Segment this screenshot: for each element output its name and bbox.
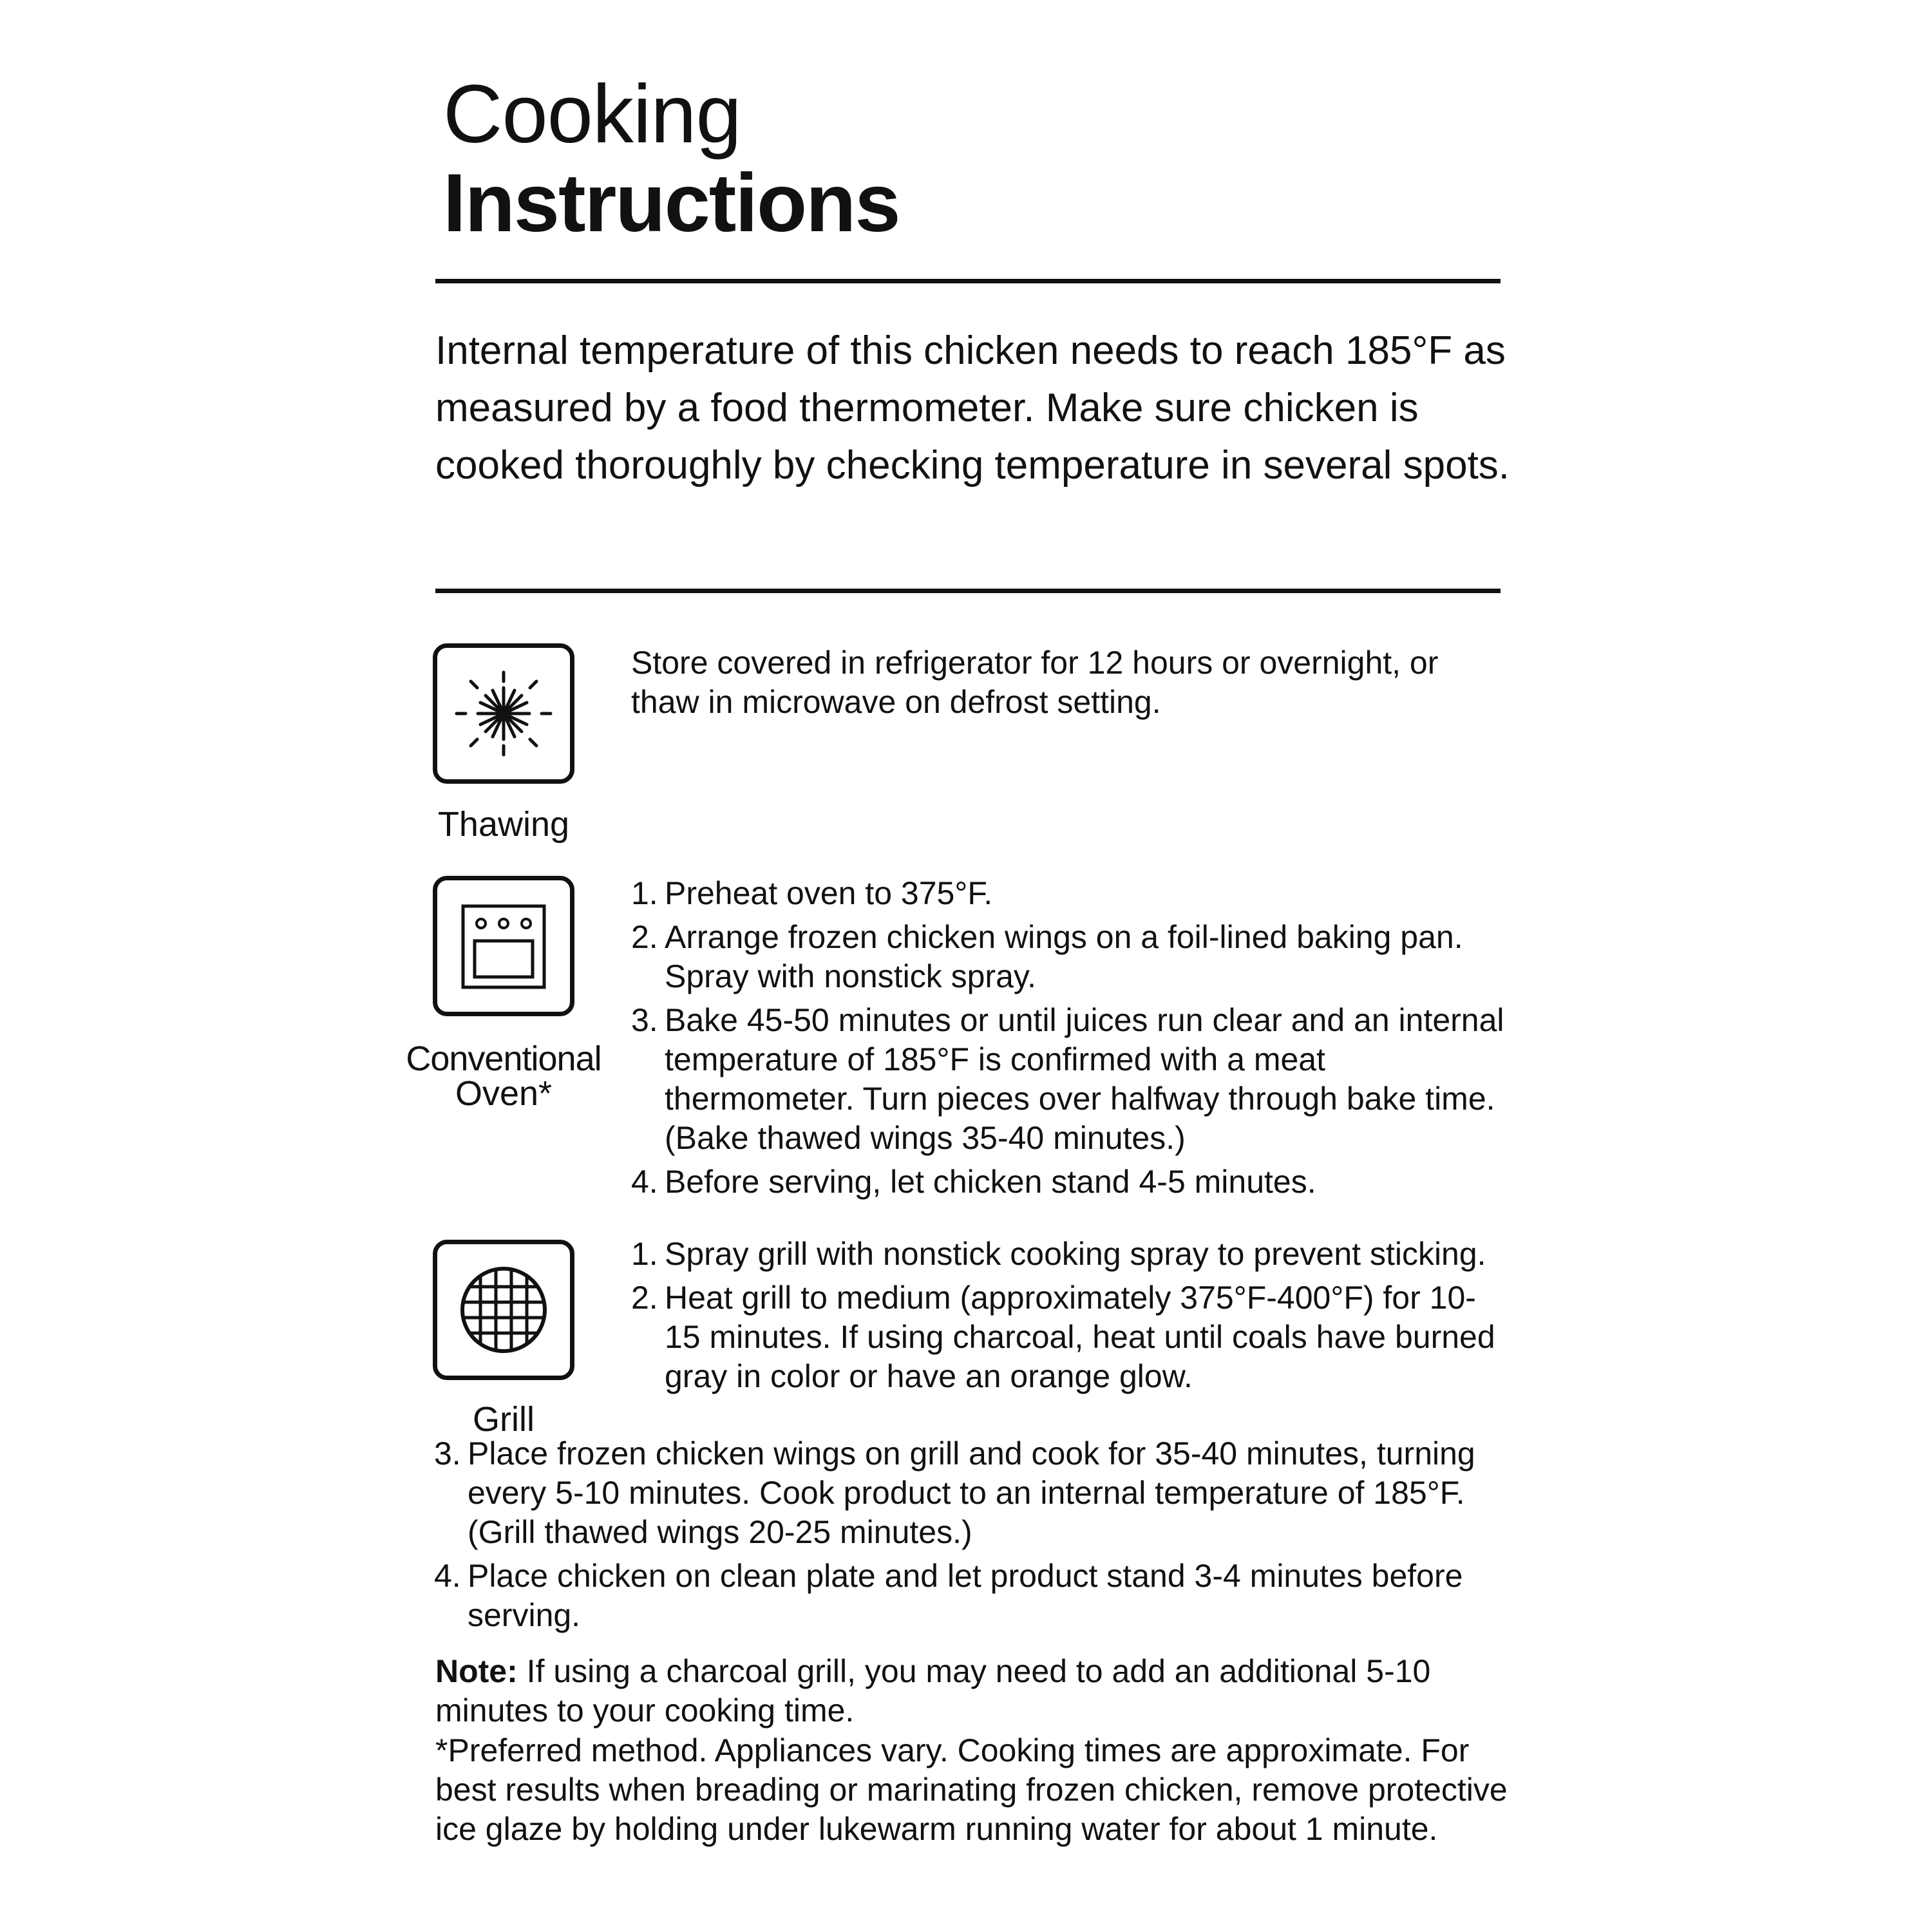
title-line-1: Cooking: [443, 68, 741, 160]
thawing-instructions: Store covered in refrigerator for 12 hours or overnight, or thaw in microwave on defrost setting.: [631, 645, 1439, 720]
step-number: 4.: [434, 1558, 461, 1594]
oven-label-line-2: Oven*: [455, 1074, 553, 1113]
step-number: 4.: [631, 1164, 658, 1200]
grill-grate-icon: [433, 1240, 574, 1380]
note-paragraph: [435, 1652, 1517, 1730]
preferred-method-note: *Preferred method. Appliances vary. Cooking times are approximate. For best results when breading or marinating frozen chicken, remove protective ice glaze by holding under lukewarm running water for about 1 minute.: [435, 1732, 1508, 1847]
oven-label-line-1: Conventional: [406, 1039, 601, 1078]
oven-step-3: [631, 1001, 1507, 1158]
step-text: Place chicken on clean plate and let product stand 3-4 minutes before serving.: [468, 1558, 1463, 1633]
grill-step-2: [631, 1278, 1507, 1396]
grill-steps-list-top: [631, 1235, 1507, 1401]
grill-steps-list-bottom: [434, 1434, 1516, 1640]
oven-step-4: [631, 1162, 1507, 1202]
step-text: Heat grill to medium (approximately 375°F-400°F) for 10-15 minutes. If using charcoal, heat until coals have burned gray in color or have an orange glow.: [665, 1280, 1495, 1394]
snowflake-icon: [433, 643, 574, 784]
oven-step-1: [631, 874, 1507, 913]
step-text: Preheat oven to 375°F.: [665, 875, 993, 911]
step-number: 1.: [631, 1236, 658, 1272]
step-number: 3.: [434, 1435, 461, 1472]
grill-step-1: [631, 1235, 1507, 1274]
oven-step-2: [631, 918, 1507, 996]
grill-step-4: [434, 1557, 1516, 1635]
oven-steps-list: [631, 874, 1507, 1206]
thawing-label: Thawing: [437, 805, 570, 844]
grill-label: Grill: [473, 1400, 535, 1439]
step-text: Spray grill with nonstick cooking spray to prevent sticking.: [665, 1236, 1486, 1272]
step-number: 2.: [631, 919, 658, 955]
note-text: If using a charcoal grill, you may need to add an additional 5-10 minutes to your cooking time.: [435, 1653, 1431, 1728]
step-text: Place frozen chicken wings on grill and cook for 35-40 minutes, turning every 5-10 minutes. Cook product to an internal temperature of 185°F. (Grill thawed wings 20-25 minutes.): [468, 1435, 1475, 1550]
step-number: 2.: [631, 1280, 658, 1316]
divider-bottom: [435, 589, 1501, 593]
oven-icon: [433, 876, 574, 1016]
grill-step-3: [434, 1434, 1516, 1552]
step-text: Before serving, let chicken stand 4-5 minutes.: [665, 1164, 1316, 1200]
step-number: 1.: [631, 875, 658, 911]
step-text: Bake 45-50 minutes or until juices run clear and an internal temperature of 185°F is confirmed with a meat thermometer. Turn pieces over halfway through bake time. (Bake thawed wings 35-40 minutes.): [665, 1002, 1504, 1156]
title-line-2: Instructions: [443, 157, 900, 249]
step-number: 3.: [631, 1002, 658, 1038]
divider-top: [435, 279, 1501, 283]
step-text: Arrange frozen chicken wings on a foil-lined baking pan. Spray with nonstick spray.: [665, 919, 1463, 994]
intro-paragraph: Internal temperature of this chicken needs to reach 185°F as measured by a food thermometer. Make sure chicken is cooked thoroughly by checking temperature in several spots.: [435, 328, 1510, 488]
note-label: Note:: [435, 1653, 518, 1689]
